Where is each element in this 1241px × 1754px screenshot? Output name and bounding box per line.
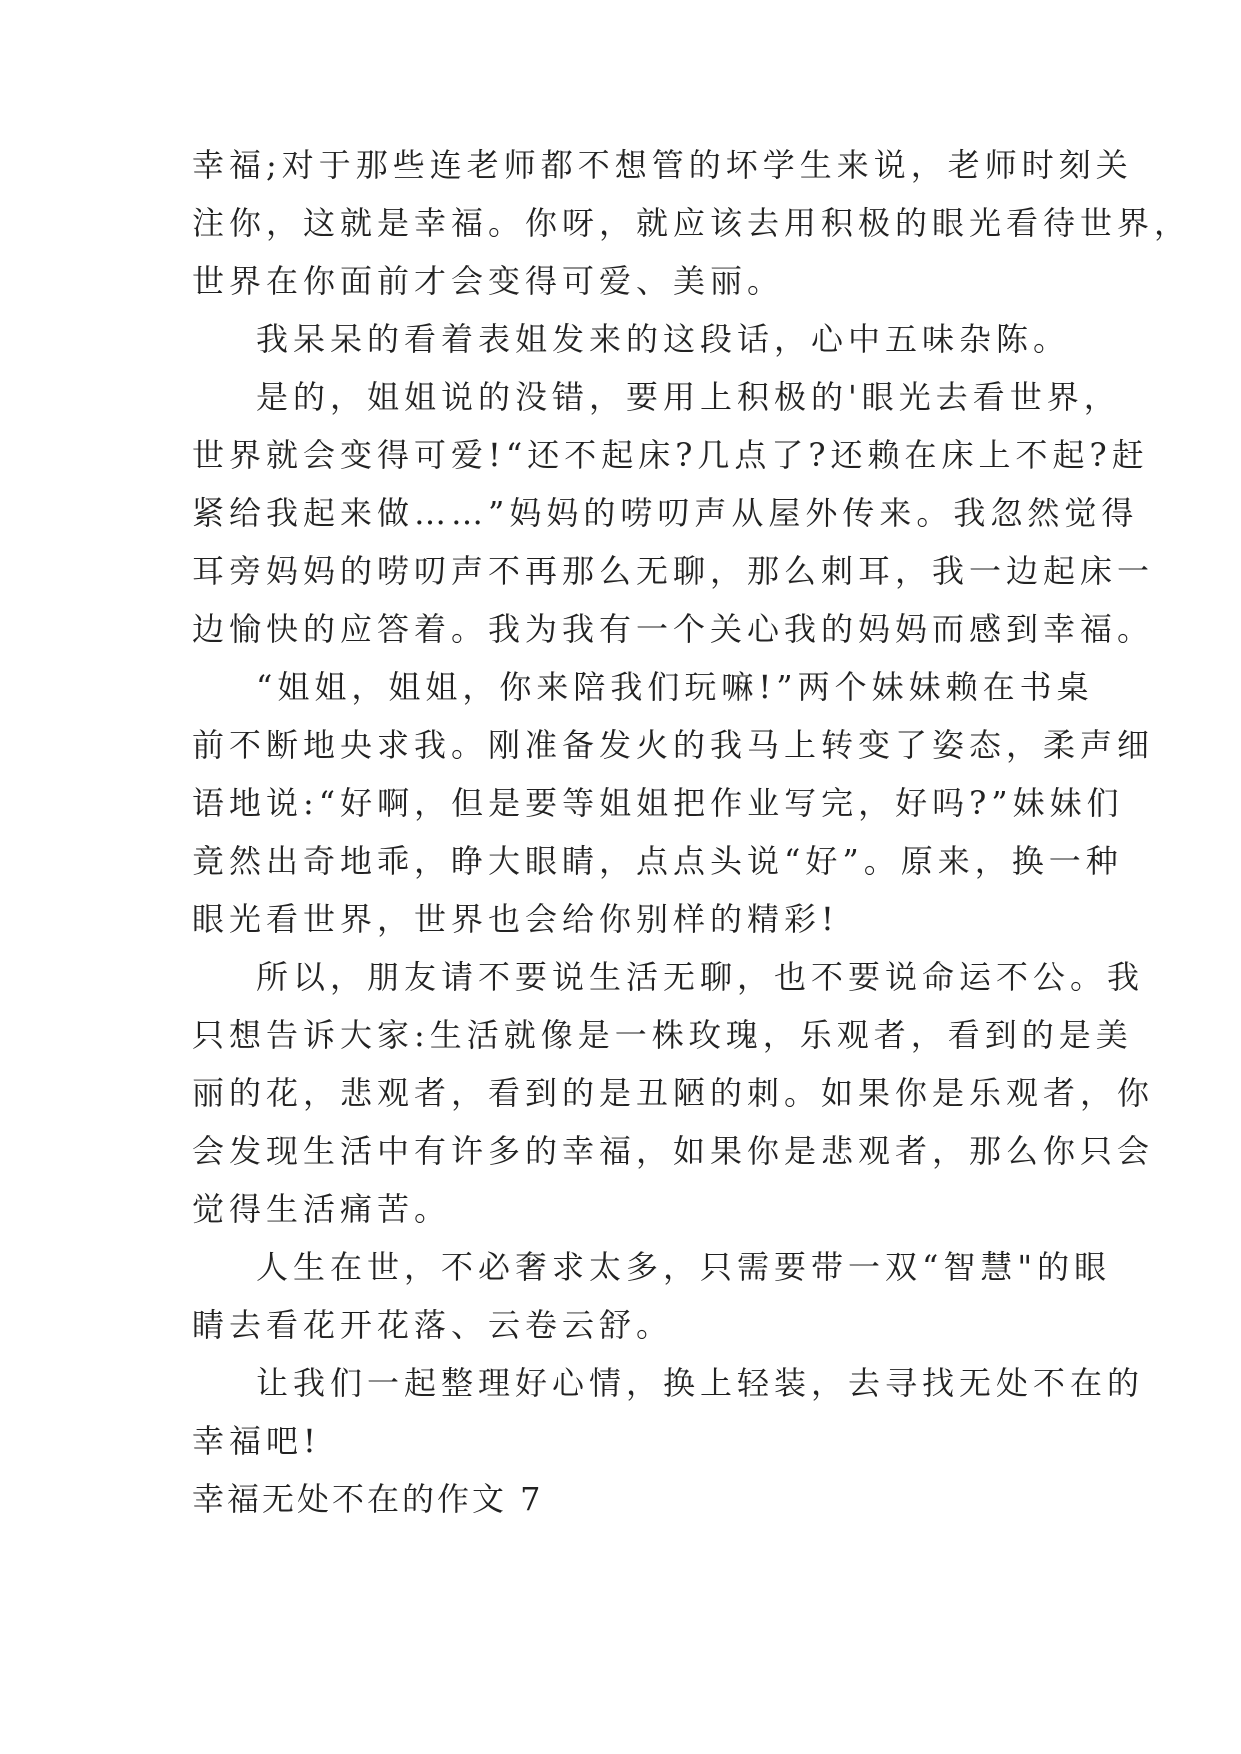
document-body <box>192 136 1192 1528</box>
text-line: 边愉快的应答着。我为我有一个关心我的妈妈而感到幸福。 <box>192 610 1155 648</box>
paragraph-start-line: 是的，姐姐说的没错，要用上积极的'眼光去看世界， <box>256 378 1121 416</box>
paragraph-start-line: 人生在世，不必奢求太多，只需要带一双“智慧"的眼 <box>256 1248 1112 1286</box>
text-line: 只想告诉大家:生活就像是一株玫瑰，乐观者，看到的是美 <box>192 1016 1133 1054</box>
paragraph-start-line: “姐姐，姐姐，你来陪我们玩嘛!”两个妹妹赖在书桌 <box>256 668 1094 706</box>
text-line: 世界在你面前才会变得可爱、美丽。 <box>192 262 785 300</box>
text-line: 丽的花，悲观者，看到的是丑陋的刺。如果你是乐观者，你 <box>192 1074 1155 1112</box>
text-line: 语地说:“好啊，但是要等姐姐把作业写完，好吗?”妹妹们 <box>192 784 1124 822</box>
text-line: 觉得生活痛苦。 <box>192 1190 452 1228</box>
text-line: 紧给我起来做……”妈妈的唠叨声从屋外传来。我忽然觉得 <box>192 494 1139 532</box>
text-line: 幸福吧! <box>192 1422 321 1460</box>
paragraph-start-line: 我呆呆的看着表姐发来的这段话，心中五味杂陈。 <box>256 320 1071 358</box>
text-line: 世界就会变得可爱!“还不起床?几点了?还赖在床上不起?赶 <box>192 436 1149 474</box>
text-line: 会发现生活中有许多的幸福，如果你是悲观者，那么你只会 <box>192 1132 1155 1170</box>
text-line: 注你，这就是幸福。你呀，就应该去用积极的眼光看待世界， <box>192 204 1192 242</box>
text-line: 前不断地央求我。刚准备发火的我马上转变了姿态，柔声细 <box>192 726 1155 764</box>
text-line: 幸福;对于那些连老师都不想管的坏学生来说，老师时刻关 <box>192 146 1133 184</box>
text-line: 睛去看花开花落、云卷云舒。 <box>192 1306 674 1344</box>
text-line: 竟然出奇地乖，睁大眼睛，点点头说“好”。原来，换一种 <box>192 842 1123 880</box>
text-line: 耳旁妈妈的唠叨声不再那么无聊，那么刺耳，我一边起床一 <box>192 552 1155 590</box>
section-heading: 幸福无处不在的作文 7 <box>192 1480 544 1518</box>
paragraph-start-line: 让我们一起整理好心情，换上轻装，去寻找无处不在的 <box>256 1364 1145 1402</box>
text-line: 眼光看世界，世界也会给你别样的精彩! <box>192 900 839 938</box>
paragraph-start-line: 所以，朋友请不要说生活无聊，也不要说命运不公。我 <box>256 958 1145 996</box>
